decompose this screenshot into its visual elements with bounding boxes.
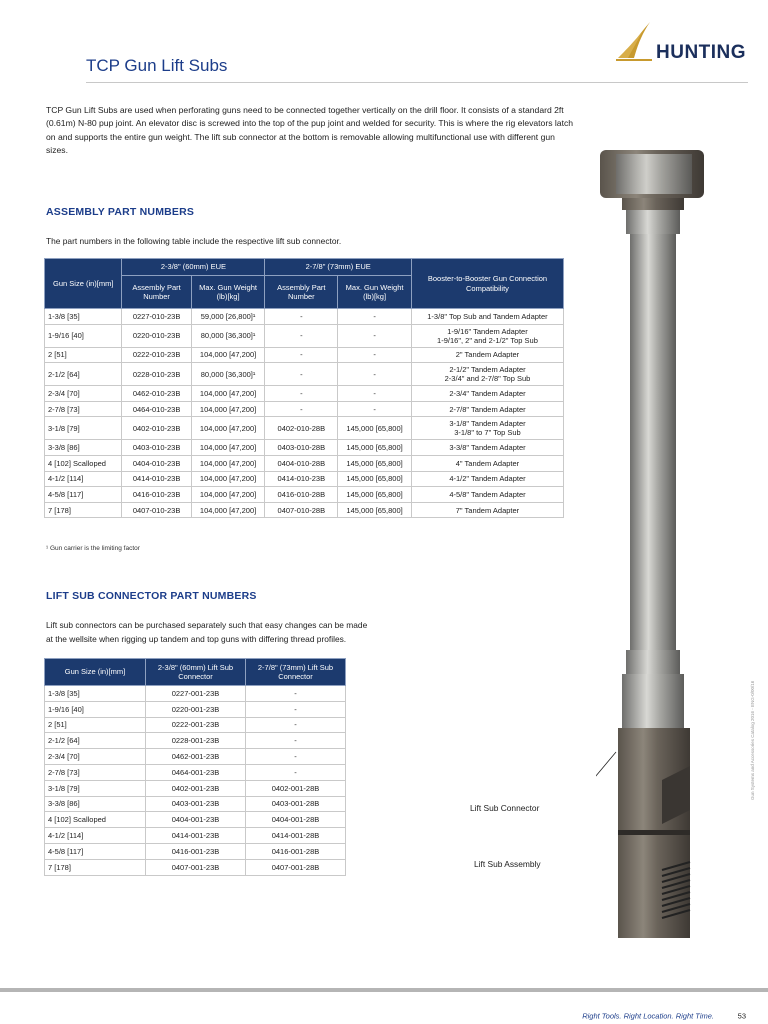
- weight-60mm-cell: 104,000 [47,200]: [191, 417, 265, 440]
- callout-lift-sub-connector: Lift Sub Connector: [470, 803, 540, 813]
- gun-size-cell: 2-3/4 [70]: [45, 386, 122, 402]
- compatibility-cell: [411, 309, 563, 325]
- gun-size-cell: 1-9/16 [40]: [45, 701, 146, 717]
- table-row: [45, 455, 564, 471]
- connector-heading: LIFT SUB CONNECTOR PART NUMBERS: [46, 590, 257, 602]
- table-row: [45, 701, 346, 717]
- connector-60mm-cell: 0416-001-23B: [146, 843, 246, 859]
- assembly-heading: ASSEMBLY PART NUMBERS: [46, 206, 195, 218]
- connector-60mm-cell: 0222-001-23B: [146, 717, 246, 733]
- header-weight-a: Max. Gun Weight (lb)[kg]: [191, 276, 265, 309]
- compatibility-cell: [411, 502, 563, 518]
- gun-size-cell: 4 [102] Scalloped: [45, 812, 146, 828]
- compatibility-cell: [411, 417, 563, 440]
- connector-73mm-cell: -: [246, 701, 346, 717]
- connector-60mm-cell: 0403-001-23B: [146, 796, 246, 812]
- table-row: [45, 780, 346, 796]
- part-number-60mm-cell: 0402-010-23B: [122, 417, 191, 440]
- weight-60mm-cell: 104,000 [47,200]: [191, 347, 265, 363]
- header-part-number-b: Assembly Part Number: [265, 276, 338, 309]
- connector-73mm-cell: -: [246, 733, 346, 749]
- header-compatibility: Booster-to-Booster Gun Connection Compatibility: [411, 259, 563, 309]
- weight-73mm-cell: -: [338, 386, 412, 402]
- gun-size-cell: 4-1/2 [114]: [45, 828, 146, 844]
- weight-60mm-cell: 80,000 [36,300]¹: [191, 324, 265, 347]
- connector-60mm-cell: 0414-001-23B: [146, 828, 246, 844]
- compatibility-line: 2-1/2" Tandem Adapter: [449, 365, 526, 375]
- connector-60mm-cell: 0227-001-23B: [146, 686, 246, 702]
- connector-60mm-cell: 0404-001-23B: [146, 812, 246, 828]
- weight-60mm-cell: 59,000 [26,800]¹: [191, 309, 265, 325]
- gun-size-cell: 3-3/8 [86]: [45, 440, 122, 456]
- connector-part-numbers-table: [44, 658, 346, 876]
- weight-73mm-cell: 145,000 [65,800]: [338, 417, 412, 440]
- connector-description-line1: Lift sub connectors can be purchased separately such that easy changes can be made: [46, 620, 368, 630]
- table-row: [45, 843, 346, 859]
- connector-73mm-cell: 0416-001-28B: [246, 843, 346, 859]
- compatibility-line: 2-3/4" Tandem Adapter: [449, 388, 526, 398]
- part-number-60mm-cell: 0462-010-23B: [122, 386, 191, 402]
- gun-size-cell: 1-3/8 [35]: [45, 309, 122, 325]
- part-number-73mm-cell: 0402-010-28B: [265, 417, 338, 440]
- connector-73mm-cell: 0414-001-28B: [246, 828, 346, 844]
- part-number-60mm-cell: 0220-010-23B: [122, 324, 191, 347]
- footer-tagline: Right Tools. Right Location. Right Time.: [582, 1011, 714, 1021]
- weight-73mm-cell: 145,000 [65,800]: [338, 487, 412, 503]
- gun-size-cell: 1-9/16 [40]: [45, 324, 122, 347]
- connector-73mm-cell: -: [246, 764, 346, 780]
- footer-divider: [0, 988, 768, 992]
- gun-size-cell: 1-3/8 [35]: [45, 686, 146, 702]
- header-weight-b: Max. Gun Weight (lb)[kg]: [338, 276, 412, 309]
- connector-73mm-cell: 0403-001-28B: [246, 796, 346, 812]
- header-group-73mm: 2-7/8" (73mm) EUE: [265, 259, 412, 276]
- weight-73mm-cell: 145,000 [65,800]: [338, 471, 412, 487]
- part-number-73mm-cell: 0403-010-28B: [265, 440, 338, 456]
- gun-size-cell: 3-1/8 [79]: [45, 417, 122, 440]
- connector-73mm-cell: -: [246, 686, 346, 702]
- weight-60mm-cell: 104,000 [47,200]: [191, 487, 265, 503]
- wing-logo-icon: [616, 18, 656, 62]
- table-row: [45, 324, 564, 347]
- connector-73mm-cell: -: [246, 717, 346, 733]
- gun-size-cell: 3-3/8 [86]: [45, 796, 146, 812]
- assembly-part-numbers-table: [44, 258, 564, 518]
- header-connector-73mm: 2-7/8" (73mm) Lift Sub Connector: [246, 659, 346, 686]
- weight-60mm-cell: 104,000 [47,200]: [191, 471, 265, 487]
- catalog-sidenote: Gun Systems and Accessories Catalog 2016 - ENG-0/00/16: [750, 680, 755, 800]
- weight-60mm-cell: 104,000 [47,200]: [191, 502, 265, 518]
- compatibility-cell: [411, 401, 563, 417]
- weight-60mm-cell: 80,000 [36,300]¹: [191, 363, 265, 386]
- table-row: [45, 764, 346, 780]
- intro-paragraph: TCP Gun Lift Subs are used when perforating guns need to be connected together vertically on the drill floor. It consists of a standard 2ft (0.61m) N-80 pup joint. An elevator disc is screwed into the top of the pup joint and welded for security. This is where the rig elevators latch on and supports the entire gun weight. The lift sub connector at the bottom is removable allowing multifunctional use with different gun sizes.: [46, 105, 574, 155]
- table-row: [45, 386, 564, 402]
- weight-73mm-cell: 145,000 [65,800]: [338, 502, 412, 518]
- compatibility-cell: [411, 324, 563, 347]
- gun-size-cell: 4-1/2 [114]: [45, 471, 122, 487]
- compatibility-cell: [411, 347, 563, 363]
- part-number-73mm-cell: -: [265, 363, 338, 386]
- gun-size-cell: 2-1/2 [64]: [45, 363, 122, 386]
- table-row: [45, 733, 346, 749]
- lift-sub-illustration: [596, 150, 716, 970]
- gun-size-cell: 2 [51]: [45, 347, 122, 363]
- gun-size-cell: 4-5/8 [117]: [45, 843, 146, 859]
- table-row: [45, 417, 564, 440]
- compatibility-line: 2-7/8" Tandem Adapter: [449, 404, 526, 414]
- compatibility-cell: [411, 386, 563, 402]
- part-number-73mm-cell: -: [265, 401, 338, 417]
- weight-60mm-cell: 104,000 [47,200]: [191, 386, 265, 402]
- table-row: [45, 487, 564, 503]
- gun-size-cell: 2-3/4 [70]: [45, 749, 146, 765]
- compatibility-line: 2-3/4" and 2-7/8" Top Sub: [444, 374, 531, 384]
- weight-73mm-cell: -: [338, 401, 412, 417]
- compatibility-line: 3-1/8" to 7" Top Sub: [454, 428, 521, 438]
- page-number: 53: [737, 1011, 746, 1021]
- connector-description-line2: at the wellsite when rigging up tandem and top guns with differing thread profiles.: [46, 634, 347, 644]
- compatibility-cell: [411, 363, 563, 386]
- part-number-60mm-cell: 0404-010-23B: [122, 455, 191, 471]
- gun-size-cell: 2-7/8 [73]: [45, 401, 122, 417]
- compatibility-line: 4" Tandem Adapter: [455, 458, 520, 468]
- brand-name: HUNTING: [656, 42, 747, 63]
- compatibility-line: 4-1/2" Tandem Adapter: [449, 474, 526, 484]
- part-number-60mm-cell: 0403-010-23B: [122, 440, 191, 456]
- gun-size-cell: 4-5/8 [117]: [45, 487, 122, 503]
- part-number-60mm-cell: 0227-010-23B: [122, 309, 191, 325]
- page-title: TCP Gun Lift Subs: [86, 56, 228, 75]
- compatibility-line: 1-9/16", 2" and 2-1/2" Top Sub: [437, 335, 538, 345]
- part-number-73mm-cell: 0404-010-28B: [265, 455, 338, 471]
- gun-size-cell: 2-7/8 [73]: [45, 764, 146, 780]
- part-number-73mm-cell: -: [265, 309, 338, 325]
- title-divider: [86, 82, 748, 83]
- footnote: ¹ Gun carrier is the limiting factor: [46, 545, 140, 552]
- table-row: [45, 471, 564, 487]
- weight-60mm-cell: 104,000 [47,200]: [191, 455, 265, 471]
- table-row: [45, 828, 346, 844]
- part-number-73mm-cell: -: [265, 386, 338, 402]
- compatibility-cell: [411, 471, 563, 487]
- weight-73mm-cell: -: [338, 309, 412, 325]
- connector-73mm-cell: 0404-001-28B: [246, 812, 346, 828]
- compatibility-line: 1-3/8" Top Sub and Tandem Adapter: [427, 311, 548, 321]
- connector-60mm-cell: 0464-001-23B: [146, 764, 246, 780]
- weight-60mm-cell: 104,000 [47,200]: [191, 401, 265, 417]
- gun-size-cell: 4 [102] Scalloped: [45, 455, 122, 471]
- table-row: [45, 363, 564, 386]
- part-number-73mm-cell: 0407-010-28B: [265, 502, 338, 518]
- header-gun-size: Gun Size (in)[mm]: [45, 259, 122, 309]
- assembly-description: The part numbers in the following table include the respective lift sub connector.: [46, 236, 342, 246]
- table-row: [45, 812, 346, 828]
- part-number-60mm-cell: 0228-010-23B: [122, 363, 191, 386]
- table-row: [45, 440, 564, 456]
- connector-60mm-cell: 0228-001-23B: [146, 733, 246, 749]
- connector-73mm-cell: 0402-001-28B: [246, 780, 346, 796]
- callout-lift-sub-assembly: Lift Sub Assembly: [474, 859, 541, 869]
- weight-73mm-cell: 145,000 [65,800]: [338, 440, 412, 456]
- connector-60mm-cell: 0220-001-23B: [146, 701, 246, 717]
- table-row: [45, 502, 564, 518]
- compatibility-line: 3-3/8" Tandem Adapter: [449, 443, 526, 453]
- table-row: [45, 749, 346, 765]
- weight-60mm-cell: 104,000 [47,200]: [191, 440, 265, 456]
- gun-size-cell: 3-1/8 [79]: [45, 780, 146, 796]
- table-row: [45, 686, 346, 702]
- weight-73mm-cell: -: [338, 363, 412, 386]
- part-number-60mm-cell: 0416-010-23B: [122, 487, 191, 503]
- weight-73mm-cell: 145,000 [65,800]: [338, 455, 412, 471]
- header-gun-size: Gun Size (in)[mm]: [45, 659, 146, 686]
- compatibility-cell: [411, 455, 563, 471]
- table-row: [45, 401, 564, 417]
- connector-73mm-cell: -: [246, 749, 346, 765]
- compatibility-line: 3-1/8" Tandem Adapter: [449, 419, 526, 429]
- part-number-60mm-cell: 0222-010-23B: [122, 347, 191, 363]
- compatibility-line: 1-9/16" Tandem Adapter: [447, 326, 528, 336]
- hunting-logo: [616, 18, 746, 62]
- table-row: [45, 859, 346, 875]
- gun-size-cell: 7 [178]: [45, 859, 146, 875]
- connector-73mm-cell: 0407-001-28B: [246, 859, 346, 875]
- table-row: [45, 347, 564, 363]
- header-connector-60mm: 2-3/8" (60mm) Lift Sub Connector: [146, 659, 246, 686]
- header-group-60mm: 2-3/8" (60mm) EUE: [122, 259, 265, 276]
- connector-60mm-cell: 0407-001-23B: [146, 859, 246, 875]
- compatibility-cell: [411, 487, 563, 503]
- part-number-60mm-cell: 0464-010-23B: [122, 401, 191, 417]
- part-number-60mm-cell: 0407-010-23B: [122, 502, 191, 518]
- compatibility-line: 2" Tandem Adapter: [455, 350, 520, 360]
- part-number-73mm-cell: -: [265, 347, 338, 363]
- weight-73mm-cell: -: [338, 324, 412, 347]
- part-number-73mm-cell: 0416-010-28B: [265, 487, 338, 503]
- table-row: [45, 717, 346, 733]
- gun-size-cell: 7 [178]: [45, 502, 122, 518]
- compatibility-cell: [411, 440, 563, 456]
- connector-60mm-cell: 0462-001-23B: [146, 749, 246, 765]
- compatibility-line: 4-5/8" Tandem Adapter: [449, 489, 526, 499]
- part-number-73mm-cell: 0414-010-23B: [265, 471, 338, 487]
- part-number-60mm-cell: 0414-010-23B: [122, 471, 191, 487]
- compatibility-line: 7" Tandem Adapter: [455, 505, 520, 515]
- part-number-73mm-cell: -: [265, 324, 338, 347]
- gun-size-cell: 2 [51]: [45, 717, 146, 733]
- gun-size-cell: 2-1/2 [64]: [45, 733, 146, 749]
- header-part-number-a: Assembly Part Number: [122, 276, 191, 309]
- weight-73mm-cell: -: [338, 347, 412, 363]
- connector-60mm-cell: 0402-001-23B: [146, 780, 246, 796]
- table-row: [45, 796, 346, 812]
- table-row: [45, 309, 564, 325]
